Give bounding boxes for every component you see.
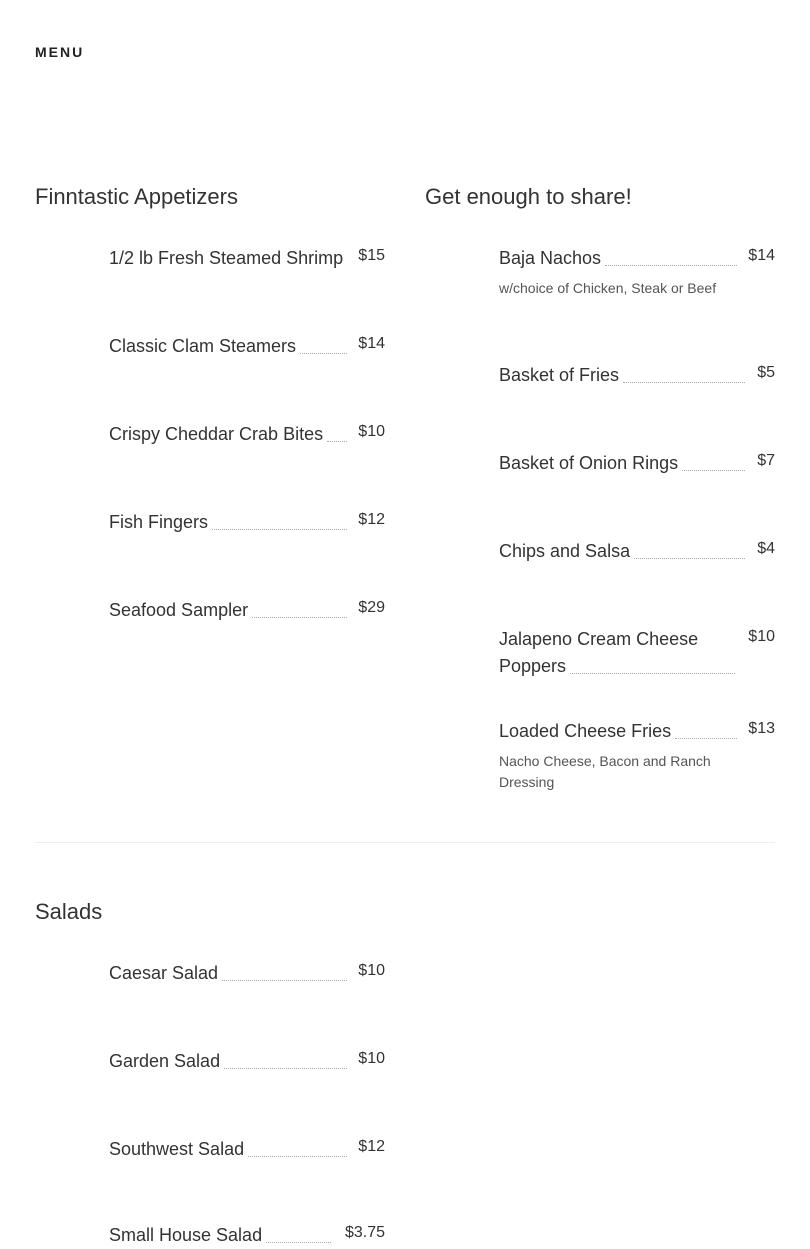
section-divider: [35, 842, 775, 843]
item-price: $10: [358, 1050, 385, 1067]
item-name: Caesar Salad: [109, 963, 219, 983]
menu-item: [499, 450, 775, 477]
menu-item: [499, 626, 775, 680]
menu-item: [109, 333, 385, 360]
menu-item: [499, 718, 775, 793]
leader-dots: [605, 265, 737, 266]
menu-item: [109, 960, 385, 987]
item-price: $4: [757, 540, 775, 557]
section-title-appetizers: Finntastic Appetizers: [35, 184, 238, 209]
leader-dots: [675, 738, 737, 739]
item-price: $3.75: [344, 1224, 385, 1241]
leader-dots: [224, 1068, 347, 1069]
leader-dots: [212, 529, 347, 530]
menu-item: [109, 421, 385, 448]
item-name-line-2: Poppers: [499, 656, 567, 676]
leader-dots: [570, 673, 735, 674]
leader-dots: [300, 353, 347, 354]
item-price: $14: [358, 335, 385, 352]
section-title-salads: Salads: [35, 899, 103, 924]
item-price: $5: [757, 364, 775, 381]
item-description: w/choice of Chicken, Steak or Beef: [499, 280, 717, 296]
menu-item: [499, 245, 775, 299]
leader-dots: [222, 980, 347, 981]
leader-dots: [623, 382, 745, 383]
item-price: $13: [748, 720, 775, 737]
item-price: $12: [358, 1138, 385, 1155]
menu-item: [109, 509, 385, 536]
menu-item: [109, 245, 385, 272]
item-name: Chips and Salsa: [499, 541, 631, 561]
menu-item: [109, 1136, 385, 1163]
item-price: $14: [748, 247, 775, 264]
item-name: Garden Salad: [109, 1051, 221, 1071]
item-price: $29: [358, 599, 385, 616]
item-name: Basket of Onion Rings: [499, 453, 679, 473]
menu-item: [499, 362, 775, 389]
item-price: $10: [358, 423, 385, 440]
item-price: $15: [358, 247, 385, 264]
item-name: Baja Nachos: [499, 248, 602, 268]
item-name: Small House Salad: [109, 1225, 263, 1245]
item-name: Crispy Cheddar Crab Bites: [109, 424, 324, 444]
leader-dots: [634, 558, 745, 559]
item-price: $10: [748, 628, 775, 645]
menu-item: [109, 1048, 385, 1075]
item-description: Nacho Cheese, Bacon and Ranch Dressing: [499, 753, 711, 790]
menu-heading: MENU: [35, 44, 85, 60]
item-price: $12: [358, 511, 385, 528]
item-name: 1/2 lb Fresh Steamed Shrimp: [109, 248, 344, 268]
item-name: Basket of Fries: [499, 365, 620, 385]
section-title-share: Get enough to share!: [425, 184, 632, 209]
menu-item: [109, 597, 385, 624]
leader-dots: [327, 441, 347, 442]
item-name: Fish Fingers: [109, 512, 209, 532]
menu-item: [109, 1222, 385, 1249]
leader-dots: [266, 1242, 331, 1243]
leader-dots: [248, 1156, 347, 1157]
item-name: Classic Clam Steamers: [109, 336, 297, 356]
item-price: $7: [757, 452, 775, 469]
leader-dots: [682, 470, 745, 471]
item-price: $10: [358, 962, 385, 979]
leader-dots: [252, 617, 347, 618]
menu-item: [499, 538, 775, 565]
item-name: Loaded Cheese Fries: [499, 721, 672, 741]
item-name: Southwest Salad: [109, 1139, 245, 1159]
item-name-line-1: Jalapeno Cream Cheese: [499, 629, 699, 649]
item-name: Seafood Sampler: [109, 600, 249, 620]
